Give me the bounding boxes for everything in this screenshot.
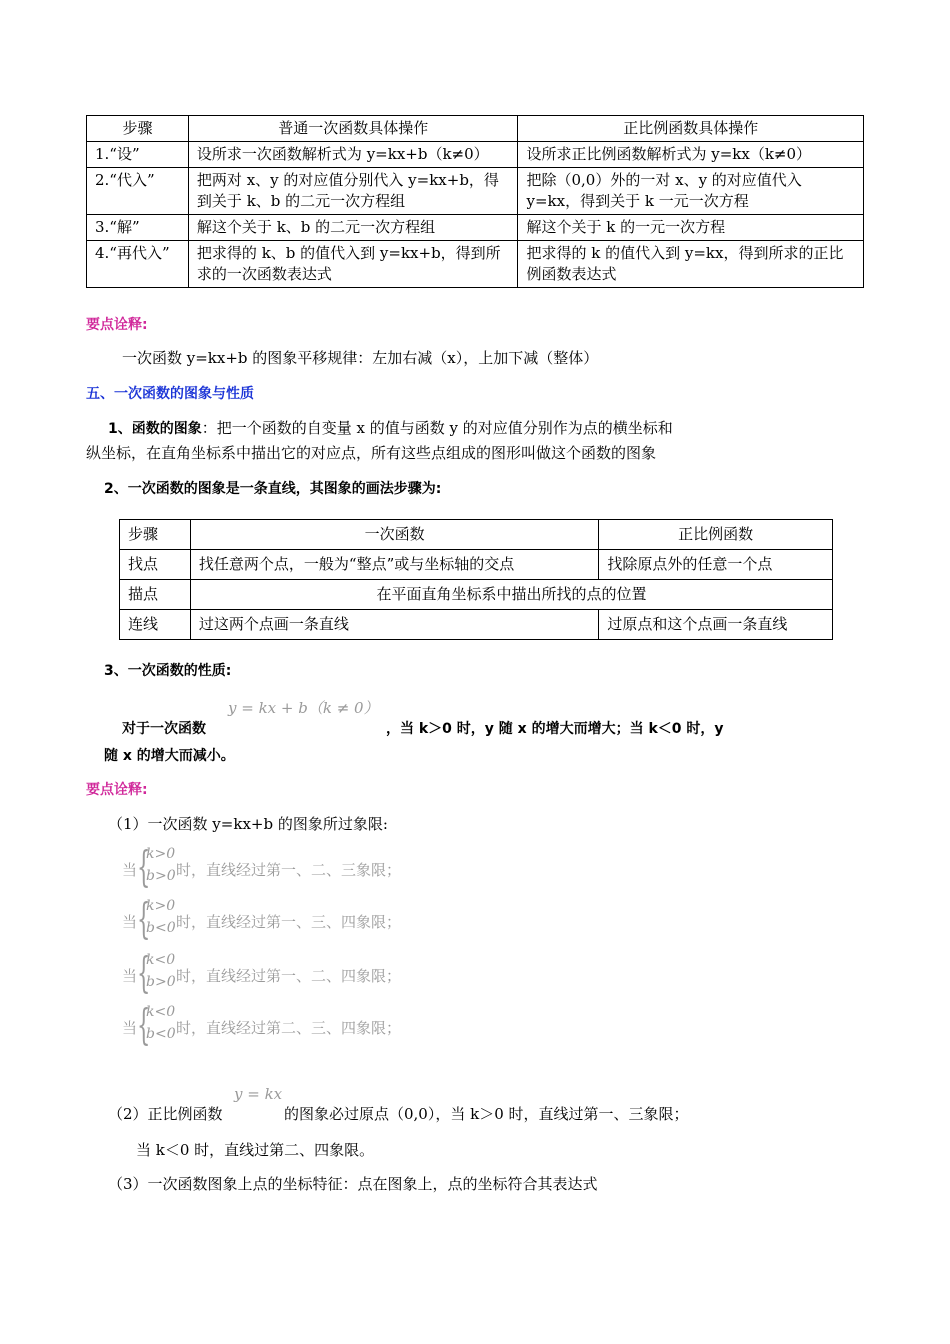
- table-header-row: [120, 520, 833, 550]
- proportional-formula: y = kx: [234, 1085, 283, 1103]
- properties-line-2: 随 x 的增大而减小。: [104, 748, 235, 764]
- table-cell: 1.“设”: [87, 142, 189, 168]
- properties-title: 3、一次函数的性质:: [104, 663, 232, 679]
- section-5-title: 五、一次函数的图象与性质: [86, 386, 254, 402]
- table-cell: 找任意两个点，一般为“整点”或与坐标轴的交点: [190, 550, 598, 580]
- translation-rule-text: 一次函数 y=kx+b 的图象平移规律：左加右减（x），上加下减（整体）: [122, 349, 599, 367]
- table-cell: 2.“代入”: [87, 168, 189, 215]
- case-condition-k: k>0: [146, 898, 176, 914]
- case-when-label: 当: [122, 861, 138, 879]
- table-header-cell: 步骤: [120, 520, 191, 550]
- table-cell: 找除原点外的任意一个点: [599, 550, 833, 580]
- proportional-text-a: （2）正比例函数: [108, 1105, 223, 1123]
- proportional-text-b: 的图象必过原点（0,0），当 k＞0 时，直线过第一、三象限；: [284, 1105, 689, 1123]
- table-cell: 描点: [120, 580, 191, 610]
- quadrant-case: [122, 1000, 442, 1049]
- table-cell: 设所求正比例函数解析式为 y=kx（k≠0）: [518, 142, 864, 168]
- table-cell: 在平面直角坐标系中描出所找的点的位置: [190, 580, 832, 610]
- table-row: [120, 580, 833, 610]
- table-row: [87, 168, 864, 215]
- brace-icon: {: [137, 842, 151, 891]
- table-row: [120, 610, 833, 640]
- case-condition-b: b>0: [146, 974, 176, 990]
- quadrant-case: [122, 842, 442, 891]
- quadrant-heading: （1）一次函数 y=kx+b 的图象所过象限:: [108, 815, 388, 833]
- quadrant-case: [122, 894, 442, 943]
- properties-line-1a: 对于一次函数: [122, 721, 206, 737]
- table-cell: 把除（0,0）外的一对 x、y 的对应值代入 y=kx，得到关于 k 一元一次方程: [518, 168, 864, 215]
- steps-table-1: [86, 115, 864, 288]
- case-condition-b: b<0: [146, 920, 176, 936]
- table-cell: 4.“再代入”: [87, 241, 189, 288]
- case-when-label: 当: [122, 913, 138, 931]
- linear-function-formula: y = kx + b（k ≠ 0）: [228, 699, 379, 717]
- table-header-cell: 正比例函数: [599, 520, 833, 550]
- proportional-text-c: 当 k＜0 时，直线过第二、四象限。: [136, 1141, 375, 1159]
- table-cell: 解这个关于 k、b 的二元一次方程组: [188, 215, 518, 241]
- table-cell: 把求得的 k 的值代入到 y=kx，得到所求的正比例函数表达式: [518, 241, 864, 288]
- quadrant-case: [122, 948, 442, 997]
- note-title-2: 要点诠释:: [86, 782, 148, 798]
- table-cell: 解这个关于 k 的一元一次方程: [518, 215, 864, 241]
- graph-definition-line-1: [108, 417, 673, 438]
- table-header-cell: 一次函数: [190, 520, 598, 550]
- case-condition-k: k<0: [146, 1004, 176, 1020]
- case-result: 时，直线经过第一、二、四象限；: [176, 967, 402, 985]
- table-header-row: [87, 116, 864, 142]
- note-title-1: 要点诠释:: [86, 317, 148, 333]
- case-when-label: 当: [122, 1019, 138, 1037]
- case-condition-k: k>0: [146, 846, 176, 862]
- table-header-cell: 正比例函数具体操作: [518, 116, 864, 142]
- table-cell: 设所求一次函数解析式为 y=kx+b（k≠0）: [188, 142, 518, 168]
- case-condition-b: b<0: [146, 1026, 176, 1042]
- steps-table-2: [119, 519, 833, 640]
- case-when-label: 当: [122, 967, 138, 985]
- coordinate-feature-text: （3）一次函数图象上点的坐标特征：点在图象上，点的坐标符合其表达式: [108, 1175, 598, 1193]
- table-cell: 过这两个点画一条直线: [190, 610, 598, 640]
- properties-line-1b: ，当 k＞0 时，y 随 x 的增大而增大；当 k＜0 时，y: [386, 721, 724, 737]
- graph-definition-line-2: 纵坐标，在直角坐标系中描出它的对应点，所有这些点组成的图形叫做这个函数的图象: [86, 444, 657, 462]
- case-result: 时，直线经过第一、三、四象限；: [176, 913, 402, 931]
- table-row: [120, 550, 833, 580]
- brace-icon: {: [137, 894, 151, 943]
- brace-icon: {: [137, 1000, 151, 1049]
- table-cell: 把两对 x、y 的对应值分别代入 y=kx+b，得到关于 k、b 的二元一次方程组: [188, 168, 518, 215]
- graph-definition-term: 1、函数的图象: [108, 421, 202, 437]
- case-result: 时，直线经过第一、二、三象限；: [176, 861, 402, 879]
- case-condition-k: k<0: [146, 952, 176, 968]
- table-cell: 过原点和这个点画一条直线: [599, 610, 833, 640]
- graph-definition-text: ：把一个函数的自变量 x 的值与函数 y 的对应值分别作为点的横坐标和: [201, 419, 673, 437]
- table-header-cell: 普通一次函数具体操作: [188, 116, 518, 142]
- table-cell: 找点: [120, 550, 191, 580]
- table-row: [87, 142, 864, 168]
- graph-drawing-heading: 2、一次函数的图象是一条直线，其图象的画法步骤为:: [104, 481, 442, 497]
- table-row: [87, 241, 864, 288]
- table-header-cell: 步骤: [87, 116, 189, 142]
- table-cell: 连线: [120, 610, 191, 640]
- table-row: [87, 215, 864, 241]
- table-cell: 3.“解”: [87, 215, 189, 241]
- case-result: 时，直线经过第二、三、四象限；: [176, 1019, 402, 1037]
- brace-icon: {: [137, 948, 151, 997]
- case-condition-b: b>0: [146, 868, 176, 884]
- table-cell: 把求得的 k、b 的值代入到 y=kx+b，得到所求的一次函数表达式: [188, 241, 518, 288]
